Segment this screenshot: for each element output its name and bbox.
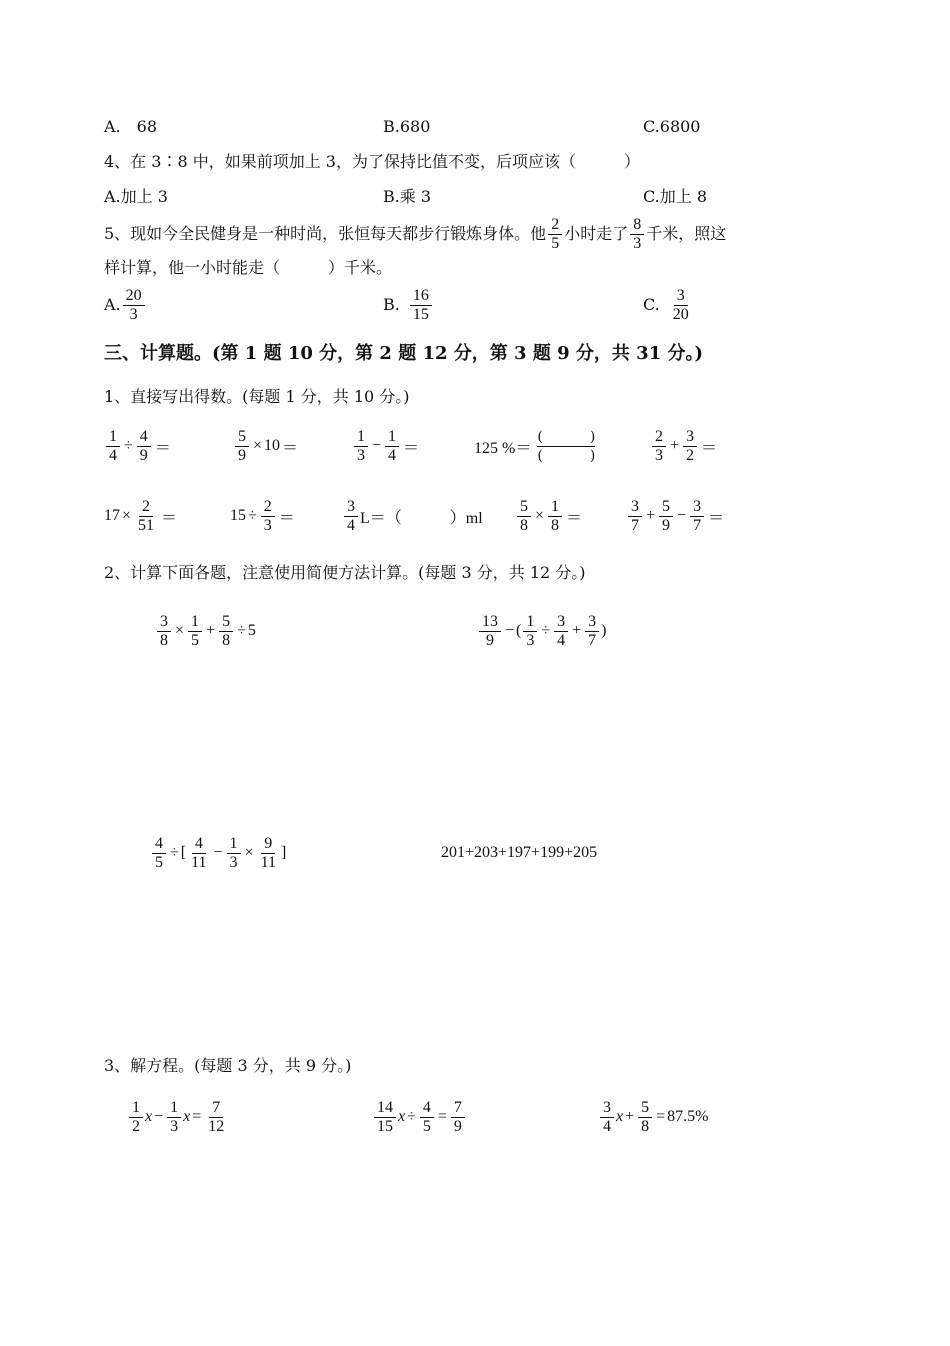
section3-part1-title: 1、直接写出得数。(每题 1 分，共 10 分。) [104,387,410,406]
calc-1-3: $\frac{1}{3}$ − $\frac{1}{4}$ ＝ [352,422,421,470]
section3-title: 三、计算题。(第 1 题 10 分，第 2 题 12 分，第 3 题 9 分，共 31 分。) [104,343,704,364]
calc-1-2: $\frac{5}{9}$ × 10 ＝ [233,422,300,470]
q5-option-b-fraction: $\frac{16}{15}$ [410,287,432,324]
calc-1-6: 17 × $\frac{2}{51}$ ＝ [104,497,178,534]
calc-1-1: $\frac{1}{4}$ ÷ $\frac{4}{9}$ ＝ [104,422,173,470]
q5-stem-pre: 5、现如今全民健身是一种时尚，张恒每天都步行锻炼身体。他 [104,224,547,243]
q4-option-a: A.加上 3 [104,187,168,206]
section3-part2-title: 2、计算下面各题，注意使用简便方法计算。(每题 3 分，共 12 分。) [104,563,586,582]
q5-option-c-fraction: $\frac{3}{20}$ [672,286,689,323]
calc-2-2: $\frac{13}{9}$ − ( $\frac{1}{3}$ ÷ $\frac{3}{4}$ + $\frac{3}{7}$ ) [477,606,607,656]
q3-option-b: B.680 [383,117,431,136]
q3-option-a: A. 68 [104,117,158,136]
q5-option-c: C. $\frac{3}{20}$ [643,282,694,328]
calc-1-7: 15 ÷ $\frac{2}{3}$ ＝ [230,497,295,534]
q4-option-c: C.加上 8 [643,187,708,206]
q5-option-b: B. $\frac{16}{15}$ [383,282,434,328]
q3-option-c: C.6800 [643,117,701,136]
section3-part3-title: 3、解方程。(每题 3 分，共 9 分。) [104,1056,352,1075]
calc-1-10: $\frac{3}{7}$ + $\frac{5}{9}$ − $\frac{3}{7}$ ＝ [626,492,726,540]
q4-stem: 4、在 3∶8 中，如果前项加上 3，为了保持比值不变，后项应该（ ） [104,152,640,171]
calc-2-3: $\frac{4}{5}$ ÷ [ $\frac{4}{11}$ − $\frac{1}{3}$ × $\frac{9}{11}$ ] [150,828,286,878]
calc-1-5: $\frac{2}{3}$ + $\frac{3}{2}$ ＝ [650,422,719,470]
equation-3: $\frac{3}{4}$ x + $\frac{5}{8}$ = 87.5% [598,1092,709,1142]
q5-option-a-fraction: $\frac{20}{3}$ [123,287,145,324]
q5-fraction-time: $\frac{2}{5}$ [548,216,562,253]
calc-2-4: 201+203+197+199+205 [441,844,598,861]
calc-1-9: $\frac{5}{8}$ × $\frac{1}{8}$ ＝ [515,492,584,540]
q5-stem-line2: 样计算，他一小时能走（ ）千米。 [104,258,393,277]
q5-stem-mid: 小时走了 [564,224,629,243]
calc-1-4: 125 %＝ ( ) ( ) [474,428,596,464]
fraction-blank: ( ) ( ) [537,428,596,464]
q5-option-a: A. $\frac{20}{3}$ [104,282,147,328]
equation-1: $\frac{1}{2}$ x − $\frac{1}{3}$ x = $\frac{7}{12}$ [127,1092,229,1142]
calc-2-1: $\frac{3}{8}$ × $\frac{1}{5}$ + $\frac{5}{8}$ ÷ 5 [155,606,256,656]
q4-option-b: B.乘 3 [383,187,432,206]
q5-fraction-distance: $\frac{8}{3}$ [630,216,644,253]
calc-1-8: $\frac{3}{4}$ L＝（ ）ml [342,492,483,540]
q5-stem [104,212,726,256]
equation-2: $\frac{14}{15}$ x ÷ $\frac{4}{5}$ = $\frac{7}{9}$ [372,1092,467,1142]
q5-stem-post: 千米，照这 [646,224,727,243]
